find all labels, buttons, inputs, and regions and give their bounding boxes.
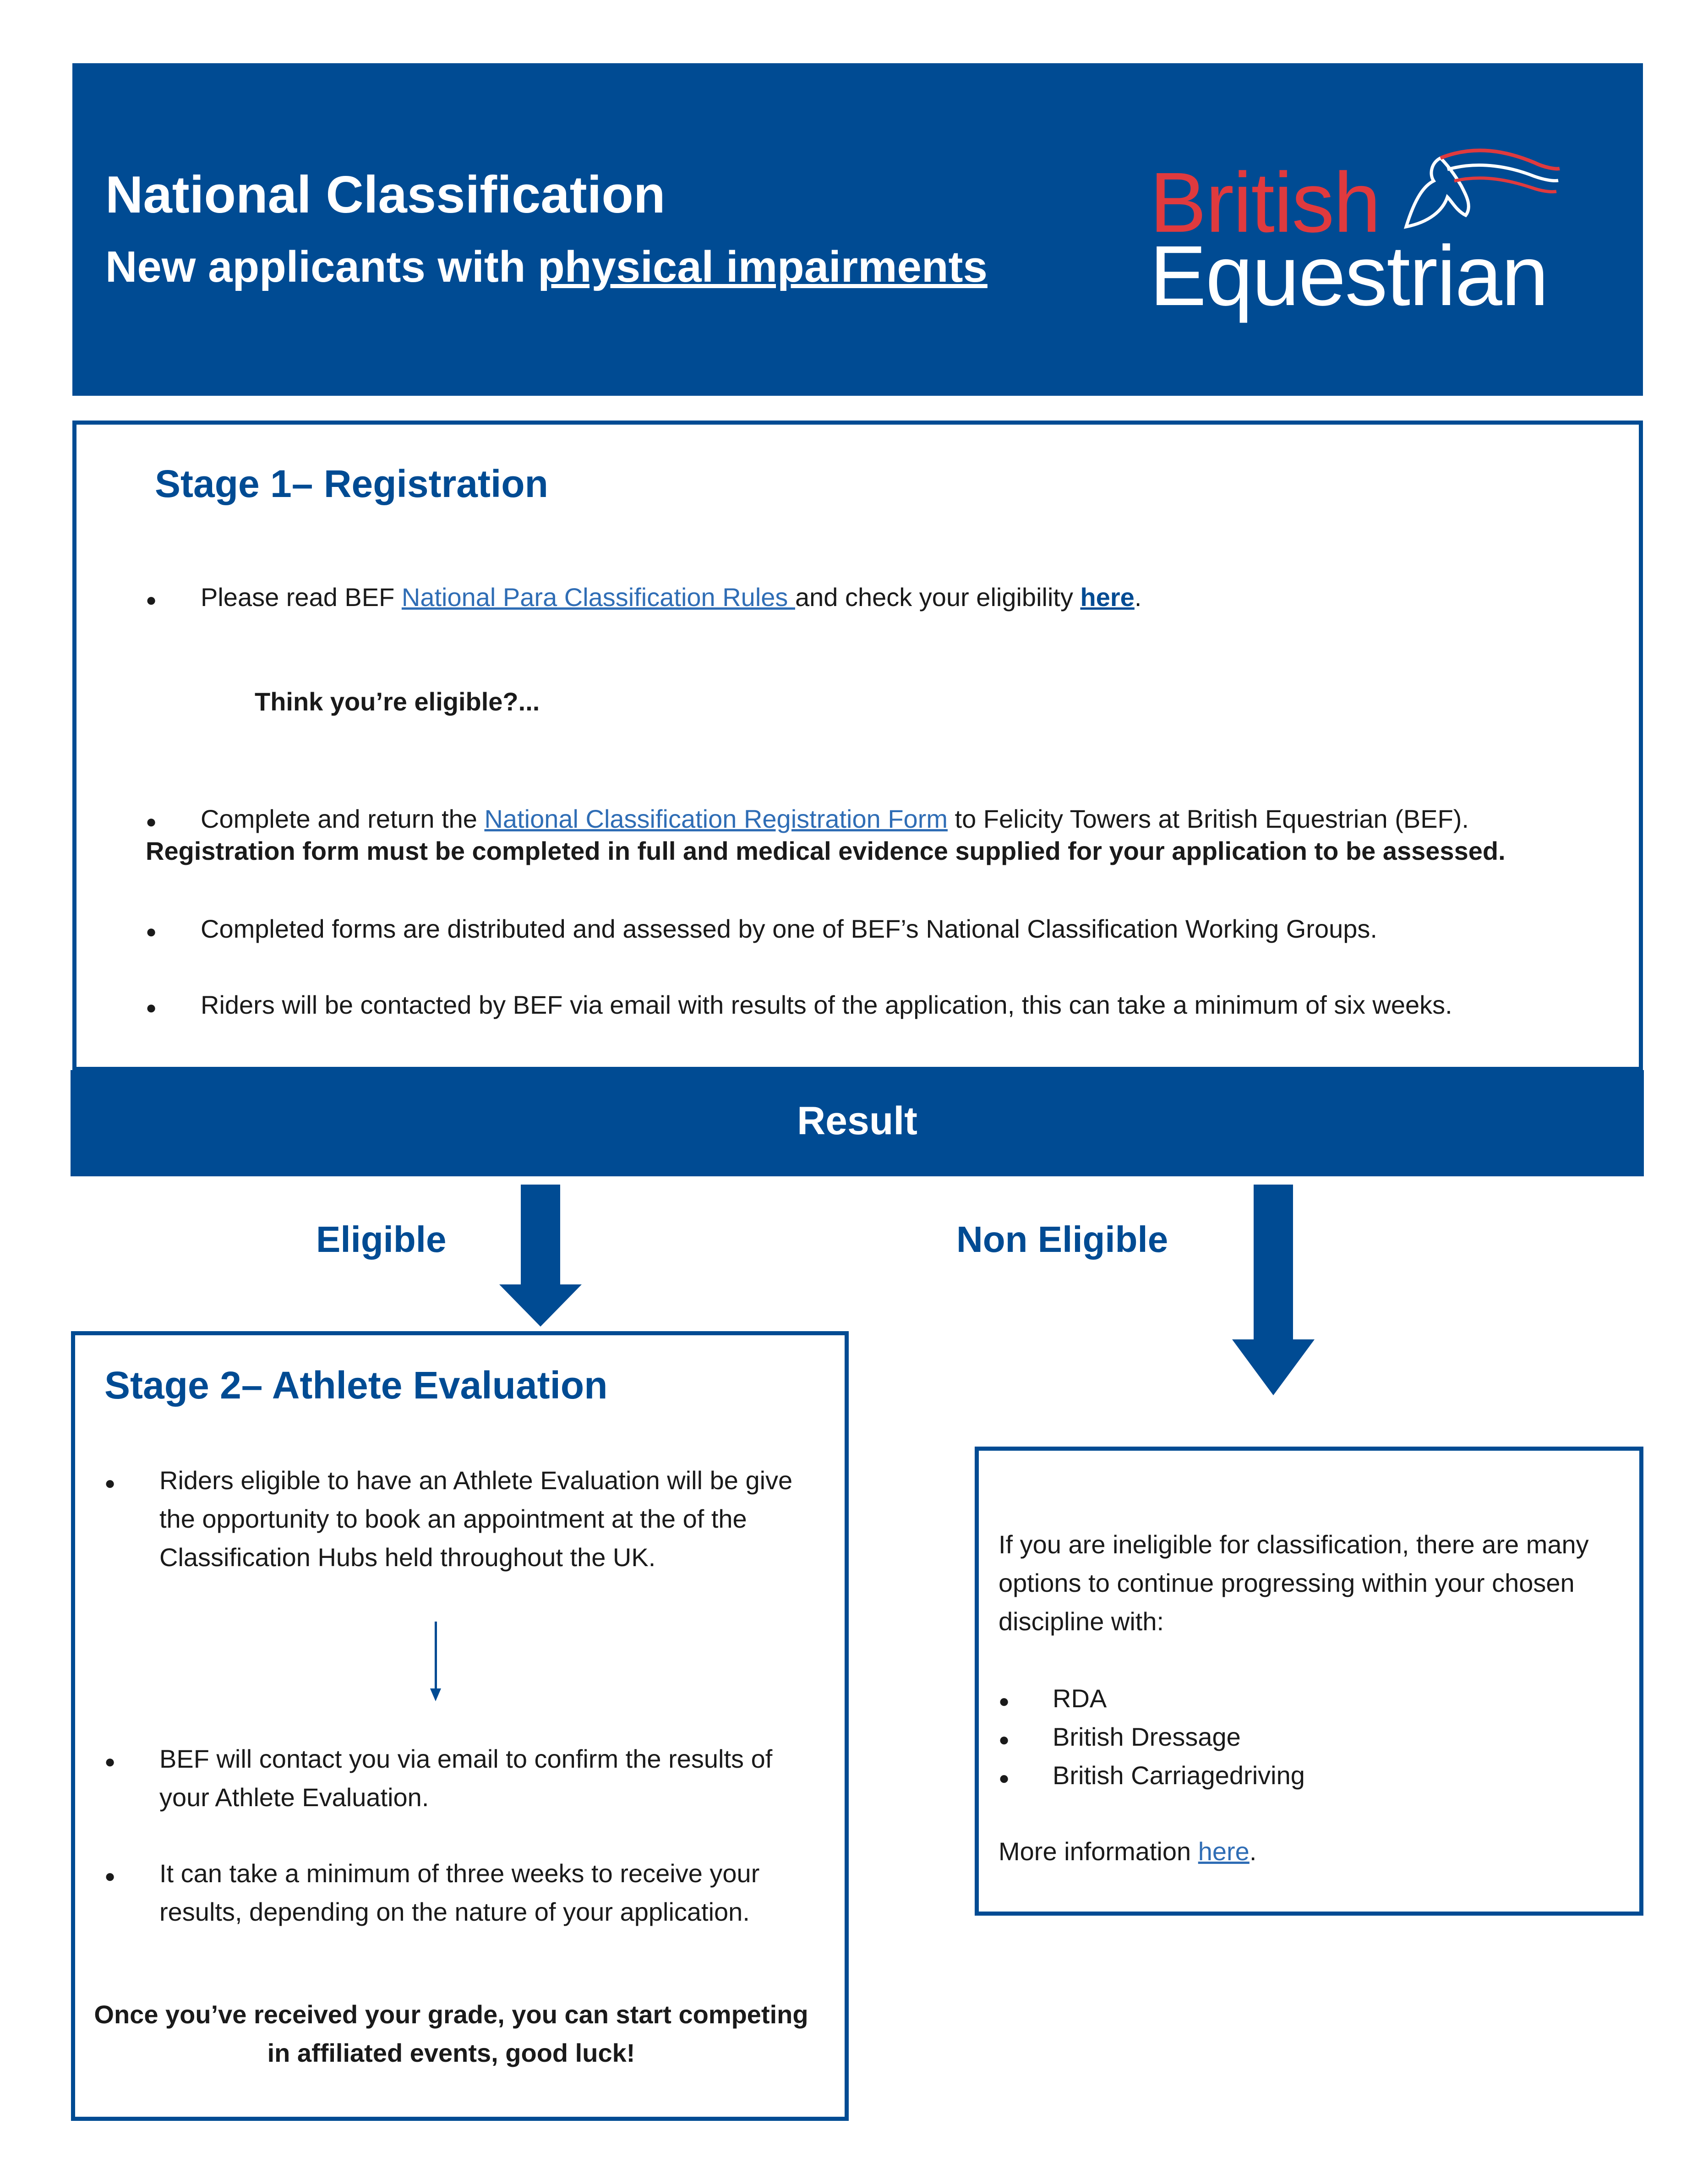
ineligible-option-carriagedriving: British Carriagedriving bbox=[1053, 1761, 1305, 1790]
british-equestrian-logo bbox=[1150, 142, 1562, 325]
bullet-icon: ● bbox=[999, 1730, 1010, 1750]
bullet-icon: ● bbox=[146, 922, 157, 942]
bullet-icon: ● bbox=[999, 1768, 1010, 1788]
stage1-item-4: Riders will be contacted by BEF via email with results of the application, this can take a minimum of six weeks. bbox=[201, 990, 1452, 1019]
bullet-icon: ● bbox=[999, 1691, 1010, 1711]
horse-head-icon bbox=[1397, 142, 1562, 234]
bullet-icon: ● bbox=[104, 1752, 116, 1772]
stage1-item-1 bbox=[201, 578, 1141, 617]
subtitle-underlined: physical impairments bbox=[538, 242, 988, 291]
logo-word-equestrian: Equestrian bbox=[1150, 229, 1548, 323]
small-arrow-down-icon bbox=[429, 1622, 442, 1702]
eligible-label: Eligible bbox=[316, 1219, 447, 1260]
para-classification-rules-link[interactable]: National Para Classification Rules bbox=[401, 583, 795, 612]
stage1-item-2-bold-note: Registration form must be completed in full and medical evidence supplied for your application to be assessed. bbox=[146, 836, 1506, 865]
ineligible-option-dressage: British Dressage bbox=[1053, 1722, 1241, 1751]
stage1-item-2-prefix: Complete and return the bbox=[201, 804, 485, 833]
result-label: Result bbox=[797, 1099, 917, 1143]
stage2-bullet-1 bbox=[104, 1461, 115, 1502]
stage1-item-3: Completed forms are distributed and assessed by one of BEF’s National Classification Working Groups. bbox=[201, 914, 1377, 943]
page-title: National Classification bbox=[105, 166, 666, 224]
more-information bbox=[999, 1832, 1256, 1871]
bullet-icon: ● bbox=[104, 1473, 116, 1493]
more-information-here-link[interactable]: here bbox=[1198, 1837, 1250, 1866]
stage1-item-1-prefix: Please read BEF bbox=[201, 583, 402, 612]
ineligible-bullet-3 bbox=[999, 1756, 1010, 1797]
eligibility-here-link[interactable]: here bbox=[1080, 583, 1135, 612]
stage2-title: Stage 2– Athlete Evaluation bbox=[104, 1364, 608, 1407]
bullet-icon: ● bbox=[146, 590, 157, 610]
bullet-icon: ● bbox=[146, 998, 157, 1018]
more-information-suffix: . bbox=[1249, 1837, 1257, 1866]
result-bar bbox=[71, 1070, 1644, 1176]
ineligible-bullet-1 bbox=[999, 1679, 1010, 1721]
stage2-bullet-3 bbox=[104, 1854, 115, 1895]
eligible-question: Think you’re eligible?... bbox=[255, 687, 540, 716]
bullet-icon: ● bbox=[146, 812, 157, 832]
ineligible-option-rda: RDA bbox=[1053, 1684, 1107, 1713]
stage1-bullet-1 bbox=[146, 578, 157, 619]
non-eligible-label: Non Eligible bbox=[956, 1219, 1168, 1260]
ineligible-bullet-2 bbox=[999, 1718, 1010, 1759]
bullet-icon: ● bbox=[104, 1866, 116, 1886]
subtitle-prefix: New applicants with bbox=[105, 242, 538, 291]
stage1-title: Stage 1– Registration bbox=[155, 462, 548, 505]
logo-word-british: British bbox=[1150, 155, 1380, 250]
stage2-item-2: BEF will contact you via email to confirm the results of your Athlete Evaluation. bbox=[159, 1744, 773, 1812]
arrow-down-icon bbox=[1232, 1185, 1315, 1395]
more-information-prefix: More information bbox=[999, 1837, 1198, 1866]
registration-form-link[interactable]: National Classification Registration Form bbox=[484, 804, 948, 833]
stage1-bullet-3 bbox=[146, 910, 157, 951]
page-subtitle bbox=[105, 242, 988, 292]
stage2-bullet-2 bbox=[104, 1740, 115, 1781]
stage1-item-1-mid: and check your eligibility bbox=[795, 583, 1080, 612]
arrow-down-icon bbox=[499, 1185, 582, 1327]
stage1-item-1-suffix: . bbox=[1134, 583, 1142, 612]
stage2-closing: Once you’ve received your grade, you can start competing in affiliated events, good luck! bbox=[94, 2000, 808, 2067]
stage1-item-2-suffix: to Felicity Towers at British Equestrian (BEF). bbox=[947, 804, 1469, 833]
stage1-panel bbox=[72, 421, 1643, 1071]
stage2-item-3: It can take a minimum of three weeks to receive your results, depending on the nature of your application. bbox=[159, 1859, 760, 1926]
ineligible-intro: If you are ineligible for classification, there are many options to continue progressing within your chosen discipline with: bbox=[999, 1530, 1589, 1636]
stage1-bullet-4 bbox=[146, 986, 157, 1027]
stage2-item-1: Riders eligible to have an Athlete Evaluation will be give the opportunity to book an appointment at the of the Classification Hubs held throughout the UK. bbox=[159, 1466, 793, 1572]
